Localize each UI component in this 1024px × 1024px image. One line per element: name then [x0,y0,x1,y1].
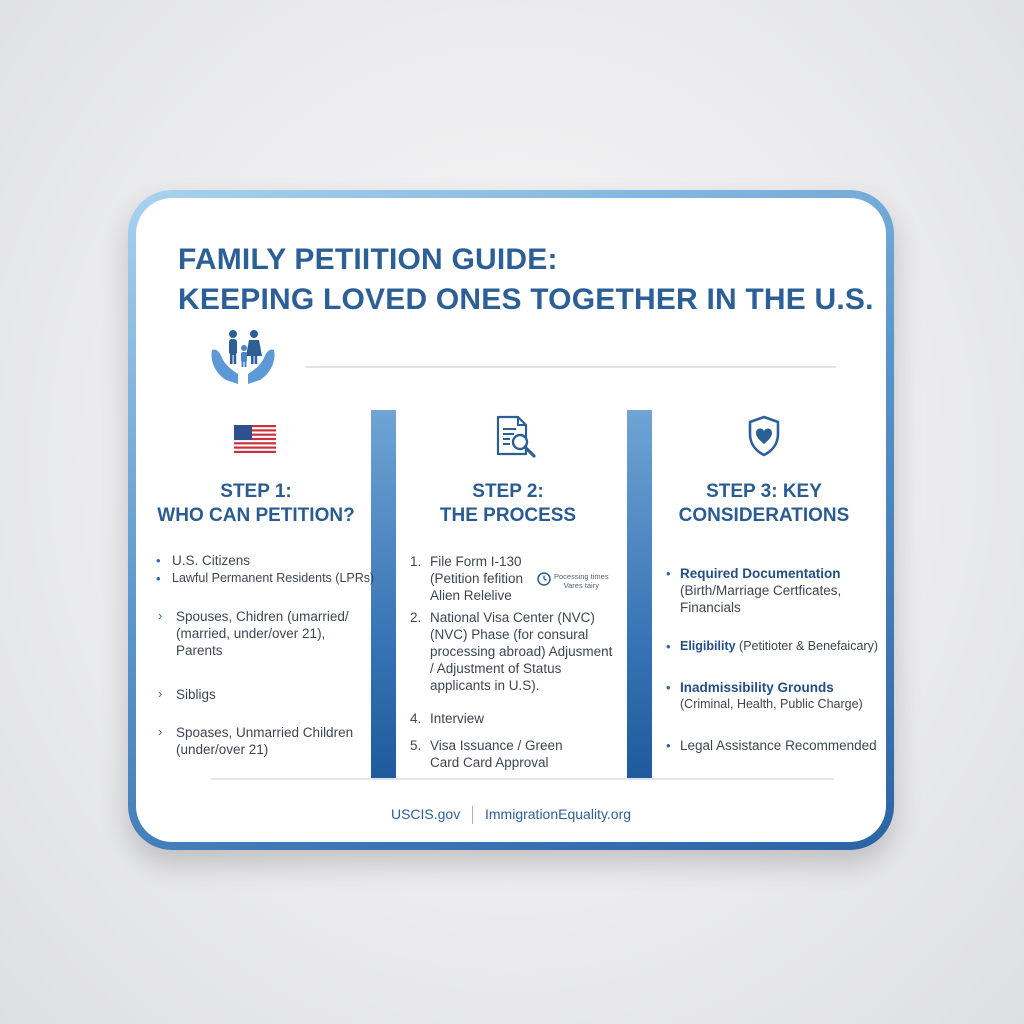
list-bullet: • [156,571,161,586]
list-item-text: National Visa Center (NVC) [430,610,595,625]
list-item-text: File Form I-130 [430,554,522,569]
list-item-heading: Required Documentation [680,566,841,581]
document-search-icon [492,414,538,460]
list-item-text: (NVC) Phase (for consural [430,627,589,642]
list-number: 5. [410,738,422,753]
list-item-heading: Eligibility [680,639,736,653]
us-flag-icon [234,425,276,453]
list-item-text: U.S. Citizens [172,553,251,568]
list-item-text: (Birth/Marriage Certficates, [680,583,842,598]
step-3-title-line-1: STEP 3: KEY [706,481,822,502]
list-item [176,608,349,659]
list-item [430,710,484,727]
list-item [172,552,250,569]
step-3-title-line-2: CONSIDERATIONS [678,505,850,526]
footer-separator [472,806,473,824]
list-item-text: (under/over 21) [176,742,269,757]
shield-heart-icon [746,414,782,458]
list-item-text: (Petitioter & Benefaicary) [735,639,878,653]
list-item [680,737,877,754]
list-item [680,679,863,713]
list-item-text: / Adjustment of Status [430,661,562,676]
list-item-heading: Inadmissibility Grounds [680,680,834,695]
list-item [680,565,841,616]
step-2-title [408,480,608,528]
list-bullet: • [666,566,671,581]
list-number: 1. [410,554,422,569]
list-number: 4. [410,711,422,726]
list-item-text: Financials [680,600,741,615]
list-item-text: Legal Assistance Recommended [680,738,877,753]
note-line-2: Vares tairy [563,581,599,590]
list-item [430,553,523,604]
column-divider-1 [371,410,396,778]
list-item-text: Interview [430,711,485,726]
list-chevron: › [158,608,163,623]
list-number: 2. [410,610,422,625]
list-item-text: Lawful Permanent Residents (LPRs) [172,571,375,585]
list-bullet: • [666,680,671,695]
list-bullet: • [666,639,671,654]
clock-icon [537,572,551,586]
list-chevron: › [158,686,163,701]
step-1-title [156,480,356,528]
list-item-text: (Petition fefition [430,571,524,586]
list-item [430,737,563,771]
list-item [680,638,878,655]
bottom-divider [211,778,834,780]
list-item-text: Card Card Approval [430,755,549,770]
list-bullet: • [156,553,161,568]
title-line-1: FAMILY PETIITION GUIDE: [178,243,558,276]
list-item [176,686,216,703]
list-item-text: processing abroad) Adjusment [430,644,613,659]
immigration-equality-link[interactable]: ImmigrationEquality.org [485,806,632,822]
list-item-text: Sibligs [176,687,216,702]
list-bullet: • [666,738,671,753]
list-item-text: Parents [176,643,223,658]
step-2-title-line-1: STEP 2: [472,481,544,502]
footer [136,806,886,824]
list-item-text: (Criminal, Health, Public Charge) [680,697,863,711]
guide-card [128,190,894,850]
list-item [172,570,374,587]
list-item-text: (married, under/over 21), [176,626,326,641]
list-item [176,724,353,758]
column-divider-2 [627,410,652,778]
step-1-title-line-2: WHO CAN PETITION? [157,505,355,526]
page-title [178,240,874,320]
list-item-text: Spoases, Unmarried Children [176,725,354,740]
list-item-text: Spouses, Chidren (umarried/ [176,609,349,624]
list-item [430,609,612,694]
title-line-2: KEEPING LOVED ONES TOGETHER IN THE U.S. [178,283,874,316]
step-1-title-line-1: STEP 1: [220,481,292,502]
processing-time-note [554,572,609,590]
list-item-text: applicants in U.S). [430,678,540,693]
family-hands-icon [208,328,278,386]
step-2-title-line-2: THE PROCESS [439,505,577,526]
list-item-text: Visa Issuance / Green [430,738,563,753]
list-item-text: Alien Relelive [430,588,512,603]
uscis-link[interactable]: USCIS.gov [390,806,461,822]
step-3-title [664,480,864,528]
note-line-1: Pocessing times [554,572,609,581]
top-divider [306,366,836,368]
guide-card-body [136,198,886,842]
list-chevron: › [158,724,163,739]
